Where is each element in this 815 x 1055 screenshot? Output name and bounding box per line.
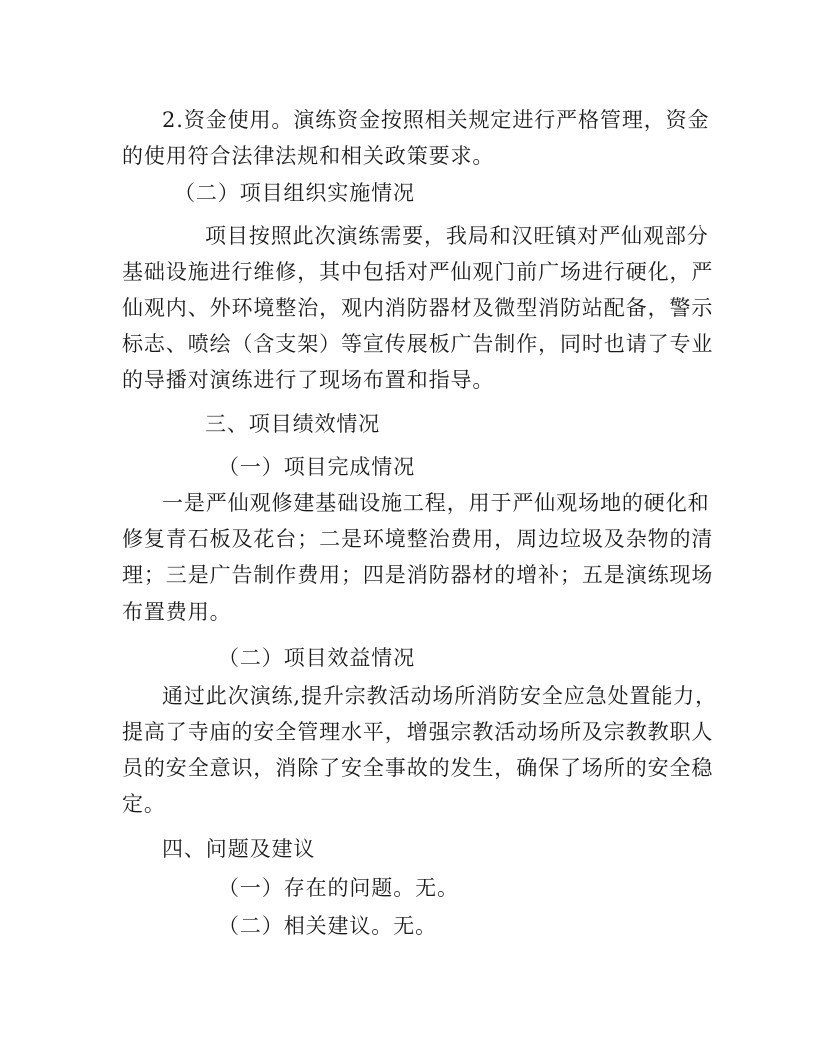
section-heading-completion: （一）项目完成情况 xyxy=(218,455,416,479)
paragraph-benefit-line-1: 通过此次演练,提升宗教活动场所消防安全应急处置能力， xyxy=(162,684,718,708)
section-heading-performance: 三、项目绩效情况 xyxy=(205,412,381,436)
paragraph-benefit-line-3: 员的安全意识，消除了安全事故的发生，确保了场所的安全稳 xyxy=(122,756,714,780)
section-heading-implementation: （二）项目组织实施情况 xyxy=(174,181,415,205)
issues-existing-problems: （一）存在的问题。无。 xyxy=(218,876,459,900)
paragraph-fund-usage-line-2: 的使用符合法律法规和相关政策要求。 xyxy=(122,144,495,168)
paragraph-implementation-line-1: 项目按照此次演练需要，我局和汉旺镇对严仙观部分 xyxy=(205,224,709,248)
paragraph-fund-usage-line-1: 2.资金使用。演练资金按照相关规定进行严格管理，资金 xyxy=(162,108,710,132)
section-heading-benefit: （二）项目效益情况 xyxy=(218,646,416,670)
paragraph-completion-line-1: 一是严仙观修建基础设施工程，用于严仙观场地的硬化和 xyxy=(162,491,710,515)
paragraph-implementation-line-5: 的导播对演练进行了现场布置和指导。 xyxy=(122,368,495,392)
paragraph-implementation-line-3: 仙观内、外环境整治，观内消防器材及微型消防站配备，警示 xyxy=(122,296,714,320)
issues-related-suggestions: （二）相关建议。无。 xyxy=(218,914,437,938)
paragraph-implementation-line-4: 标志、喷绘（含支架）等宣传展板广告制作，同时也请了专业 xyxy=(122,332,714,356)
paragraph-completion-line-4: 布置费用。 xyxy=(122,600,232,624)
section-heading-issues: 四、问题及建议 xyxy=(162,837,316,861)
paragraph-benefit-line-2: 提高了寺庙的安全管理水平，增强宗教活动场所及宗教教职人 xyxy=(122,720,714,744)
paragraph-completion-line-2: 修复青石板及花台；二是环境整治费用，周边垃圾及杂物的清 xyxy=(122,527,714,551)
paragraph-implementation-line-2: 基础设施进行维修，其中包括对严仙观门前广场进行硬化，严 xyxy=(122,260,714,284)
paragraph-benefit-line-4: 定。 xyxy=(122,792,166,816)
paragraph-completion-line-3: 理；三是广告制作费用；四是消防器材的增补；五是演练现场 xyxy=(122,563,714,587)
